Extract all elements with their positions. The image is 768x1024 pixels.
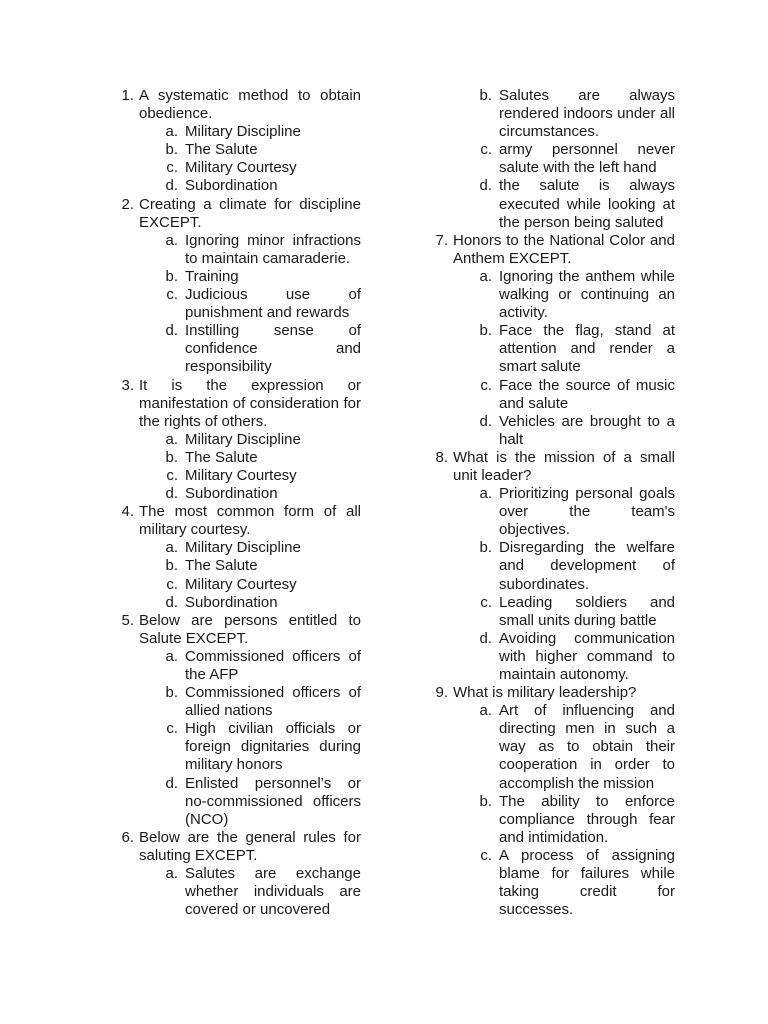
option-letter: a. <box>165 231 178 249</box>
question-text: Creating a climate for discipline EXCEPT. <box>139 195 361 231</box>
question-4 <box>112 503 361 539</box>
option-text: Military Discipline <box>185 430 301 448</box>
option-text: Military Discipline <box>185 123 301 141</box>
question-text: What is military leadership? <box>453 684 637 702</box>
option-text: army personnel never salute with the left hand <box>499 141 675 177</box>
option-2c <box>112 286 361 322</box>
option-9c <box>426 847 675 919</box>
option-letter: c. <box>166 466 178 484</box>
option-letter: d. <box>479 412 492 430</box>
question-text: It is the expression or manifestation of consideration for the rights of others. <box>139 376 361 430</box>
option-text: Military Discipline <box>185 539 301 557</box>
option-text: Military Courtesy <box>185 466 297 484</box>
option-letter: b. <box>165 141 178 159</box>
option-text: Military Courtesy <box>185 575 297 593</box>
option-2d <box>112 322 361 376</box>
option-letter: b. <box>479 87 492 104</box>
question-3 <box>112 377 361 431</box>
option-text: The Salute <box>185 448 258 466</box>
question-number: 5. <box>121 611 134 629</box>
question-number: 6. <box>121 828 134 846</box>
option-text: Disregarding the welfare and development of subordinates. <box>499 539 675 593</box>
option-8a <box>426 485 675 539</box>
option-text: Salutes are always rendered indoors under all circumstances. <box>499 87 675 141</box>
option-text: Military Courtesy <box>185 159 297 177</box>
option-8d <box>426 630 675 684</box>
option-text: Avoiding communication with higher command to maintain autonomy. <box>499 629 675 683</box>
option-letter: c. <box>480 141 492 159</box>
option-letter: d. <box>165 485 178 503</box>
option-text: Prioritizing personal goals over the team's objectives. <box>499 485 675 539</box>
question-number: 9. <box>435 684 448 702</box>
option-3c <box>112 467 361 485</box>
option-letter: c. <box>480 376 492 394</box>
option-letter: c. <box>480 846 492 864</box>
question-9 <box>426 684 675 702</box>
option-text: Instilling sense of confidence and responsibility <box>185 322 361 376</box>
question-text: Below are the general rules for saluting EXCEPT. <box>139 828 361 864</box>
option-5a <box>112 648 361 684</box>
option-4a <box>112 539 361 557</box>
option-letter: d. <box>479 629 492 647</box>
option-letter: b. <box>165 684 178 702</box>
option-text: Ignoring minor infractions to maintain camaraderie. <box>185 231 361 267</box>
option-7b <box>426 322 675 376</box>
option-6a <box>112 865 361 919</box>
question-text: A systematic method to obtain obedience. <box>139 87 361 123</box>
question-text: The most common form of all military courtesy. <box>139 503 361 539</box>
question-number: 1. <box>121 87 134 104</box>
option-letter: b. <box>165 448 178 466</box>
option-letter: d. <box>165 593 178 611</box>
option-letter: b. <box>479 322 492 340</box>
option-3a <box>112 431 361 449</box>
question-8 <box>426 449 675 485</box>
option-9b <box>426 793 675 847</box>
question-text: Below are persons entitled to Salute EXCEPT. <box>139 611 361 647</box>
option-letter: b. <box>479 792 492 810</box>
option-4b <box>112 557 361 575</box>
option-text: Commissioned officers of allied nations <box>185 684 361 720</box>
left-column <box>112 87 361 919</box>
option-text: Subordination <box>185 593 278 611</box>
option-text: Judicious use of punishment and rewards <box>185 286 361 322</box>
option-letter: c. <box>166 159 178 177</box>
option-text: Vehicles are brought to a halt <box>499 412 675 448</box>
option-letter: a. <box>479 702 492 720</box>
question-number: 4. <box>121 503 134 521</box>
option-7c <box>426 377 675 413</box>
option-1c <box>112 159 361 177</box>
option-5d <box>112 775 361 829</box>
option-5b <box>112 684 361 720</box>
option-letter: d. <box>165 177 178 195</box>
question-text: Honors to the National Color and Anthem EXCEPT. <box>453 231 675 267</box>
option-7a <box>426 268 675 322</box>
option-letter: d. <box>165 774 178 792</box>
option-text: Art of influencing and directing men in such a way as to obtain their cooperation in order to accomplish the mission <box>499 702 675 792</box>
option-letter: c. <box>166 720 178 738</box>
option-text: Enlisted personnel’s or no-commissioned officers (NCO) <box>185 774 361 828</box>
option-1d <box>112 177 361 195</box>
option-text: High civilian officials or foreign dignitaries during military honors <box>185 720 361 774</box>
option-text: Subordination <box>185 485 278 503</box>
option-letter: a. <box>479 267 492 285</box>
option-letter: b. <box>165 557 178 575</box>
question-number: 2. <box>121 195 134 213</box>
option-2a <box>112 232 361 268</box>
option-letter: a. <box>165 539 178 557</box>
option-text: Training <box>185 267 239 285</box>
question-1 <box>112 87 361 123</box>
option-2b <box>112 268 361 286</box>
option-text: Ignoring the anthem while walking or continuing an activity. <box>499 267 675 322</box>
option-text: Subordination <box>185 177 278 195</box>
option-letter: a. <box>165 865 178 883</box>
option-text: Leading soldiers and small units during battle <box>499 593 675 629</box>
option-letter: a. <box>165 430 178 448</box>
option-8b <box>426 539 675 593</box>
option-6b <box>426 87 675 141</box>
option-3d <box>112 485 361 503</box>
option-6c <box>426 141 675 177</box>
option-1a <box>112 123 361 141</box>
option-1b <box>112 141 361 159</box>
option-9a <box>426 702 675 792</box>
option-text: the salute is always executed while looking at the person being saluted <box>499 177 675 231</box>
option-text: Face the flag, stand at attention and render a smart salute <box>499 322 675 376</box>
option-text: The Salute <box>185 141 258 159</box>
question-number: 7. <box>435 231 448 249</box>
option-letter: a. <box>479 485 492 503</box>
option-7d <box>426 413 675 449</box>
option-5c <box>112 720 361 774</box>
option-letter: c. <box>166 286 178 304</box>
question-6 <box>112 829 361 865</box>
question-2 <box>112 196 361 232</box>
option-4c <box>112 576 361 594</box>
option-letter: c. <box>480 593 492 611</box>
question-number: 8. <box>435 448 448 466</box>
option-4d <box>112 594 361 612</box>
question-number: 3. <box>121 376 134 394</box>
option-letter: c. <box>166 575 178 593</box>
question-text: What is the mission of a small unit leader? <box>453 448 675 484</box>
option-6d <box>426 177 675 231</box>
option-letter: d. <box>165 322 178 340</box>
option-letter: b. <box>479 539 492 557</box>
option-text: Salutes are exchange whether individuals are covered or uncovered <box>185 865 361 919</box>
option-text: Commissioned officers of the AFP <box>185 647 361 683</box>
option-text: The Salute <box>185 557 258 575</box>
option-letter: d. <box>479 177 492 195</box>
right-column <box>426 87 675 919</box>
option-text: Face the source of music and salute <box>499 376 675 412</box>
option-letter: a. <box>165 123 178 141</box>
option-3b <box>112 449 361 467</box>
option-8c <box>426 594 675 630</box>
option-text: A process of assigning blame for failures while taking credit for successes. <box>499 846 675 919</box>
option-letter: a. <box>165 647 178 665</box>
question-7 <box>426 232 675 268</box>
option-letter: b. <box>165 267 178 285</box>
question-5 <box>112 612 361 648</box>
option-text: The ability to enforce compliance through fear and intimidation. <box>499 792 675 846</box>
